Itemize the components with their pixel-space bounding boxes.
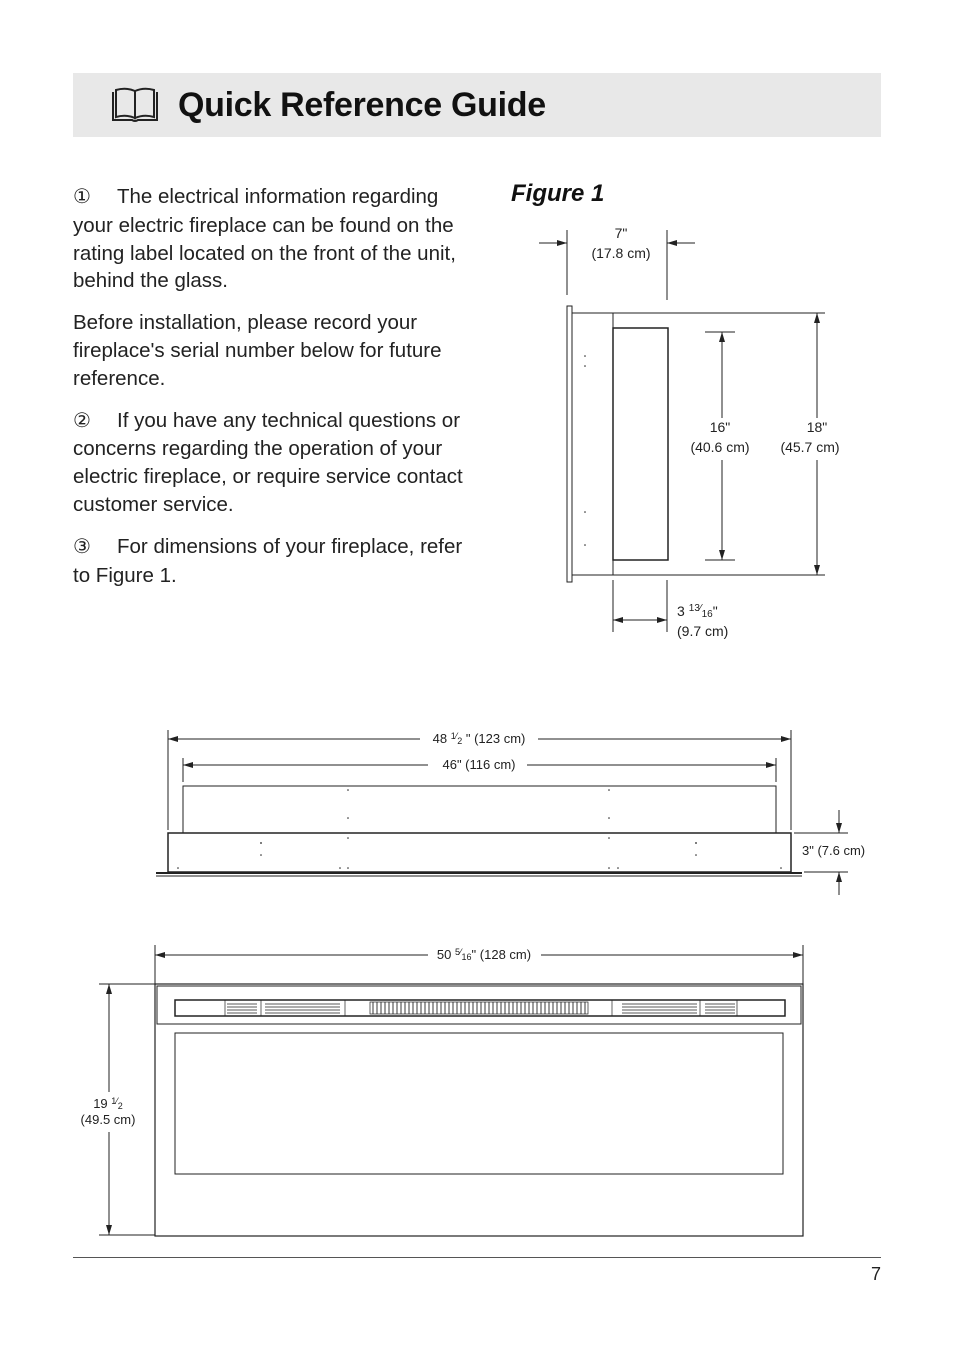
instructions <box>73 183 468 603</box>
top-depth-label: 3" (7.6 cm) <box>802 843 866 858</box>
inner-height-cm-label: (40.6 cm) <box>690 439 750 455</box>
front-height-cm-label: (49.5 cm) <box>80 1112 136 1127</box>
front-height-label: 19 $^1⁄_2$ <box>93 1096 123 1111</box>
paragraph-electrical: ① The electrical information regarding your electric fireplace can be found on the rating label located on the front of the unit, behind the glass. <box>73 185 456 293</box>
insert-width-label: 46" (116 cm) <box>442 757 516 772</box>
paragraph-technical: ② If you have any technical questions or concerns regarding the operation of your electric fireplace, or require service contact customer service. <box>73 408 463 516</box>
outer-height-cm-label: (45.7 cm) <box>780 439 840 455</box>
front-width-label: 50 $^5⁄_{16}$" (128 cm) <box>436 947 532 962</box>
insert-depth-cm-label: (9.7 cm) <box>677 623 729 639</box>
insert-depth-label: 3 $^{13}⁄_{16}$" <box>677 603 718 620</box>
depth-cm-label: (17.8 cm) <box>591 245 651 261</box>
front-view-diagram <box>70 940 820 1240</box>
marker: ② <box>73 409 91 432</box>
depth-label: 7" <box>614 225 628 241</box>
page-title: Quick Reference Guide <box>178 86 546 124</box>
paragraph-serial: Before installation, please record your fireplace's serial number below for future reference. <box>73 311 442 390</box>
inner-height-label: 16" <box>709 419 731 435</box>
outer-height-label: 18" <box>806 419 828 435</box>
marker: ③ <box>73 535 91 558</box>
book-icon <box>111 87 159 125</box>
footer-rule <box>73 1257 881 1258</box>
header-bar <box>73 73 881 137</box>
marker: ① <box>73 186 91 208</box>
overall-width-label: 48 $^1⁄_2$ " (123 cm) <box>432 731 526 746</box>
side-view-diagram <box>530 220 860 650</box>
page-number: 7 <box>870 1264 881 1284</box>
top-view-diagram <box>150 725 890 900</box>
paragraph-dimensions: ③ For dimensions of your fireplace, refer to Figure 1. <box>73 534 463 587</box>
figure-title: Figure 1 <box>511 180 605 207</box>
